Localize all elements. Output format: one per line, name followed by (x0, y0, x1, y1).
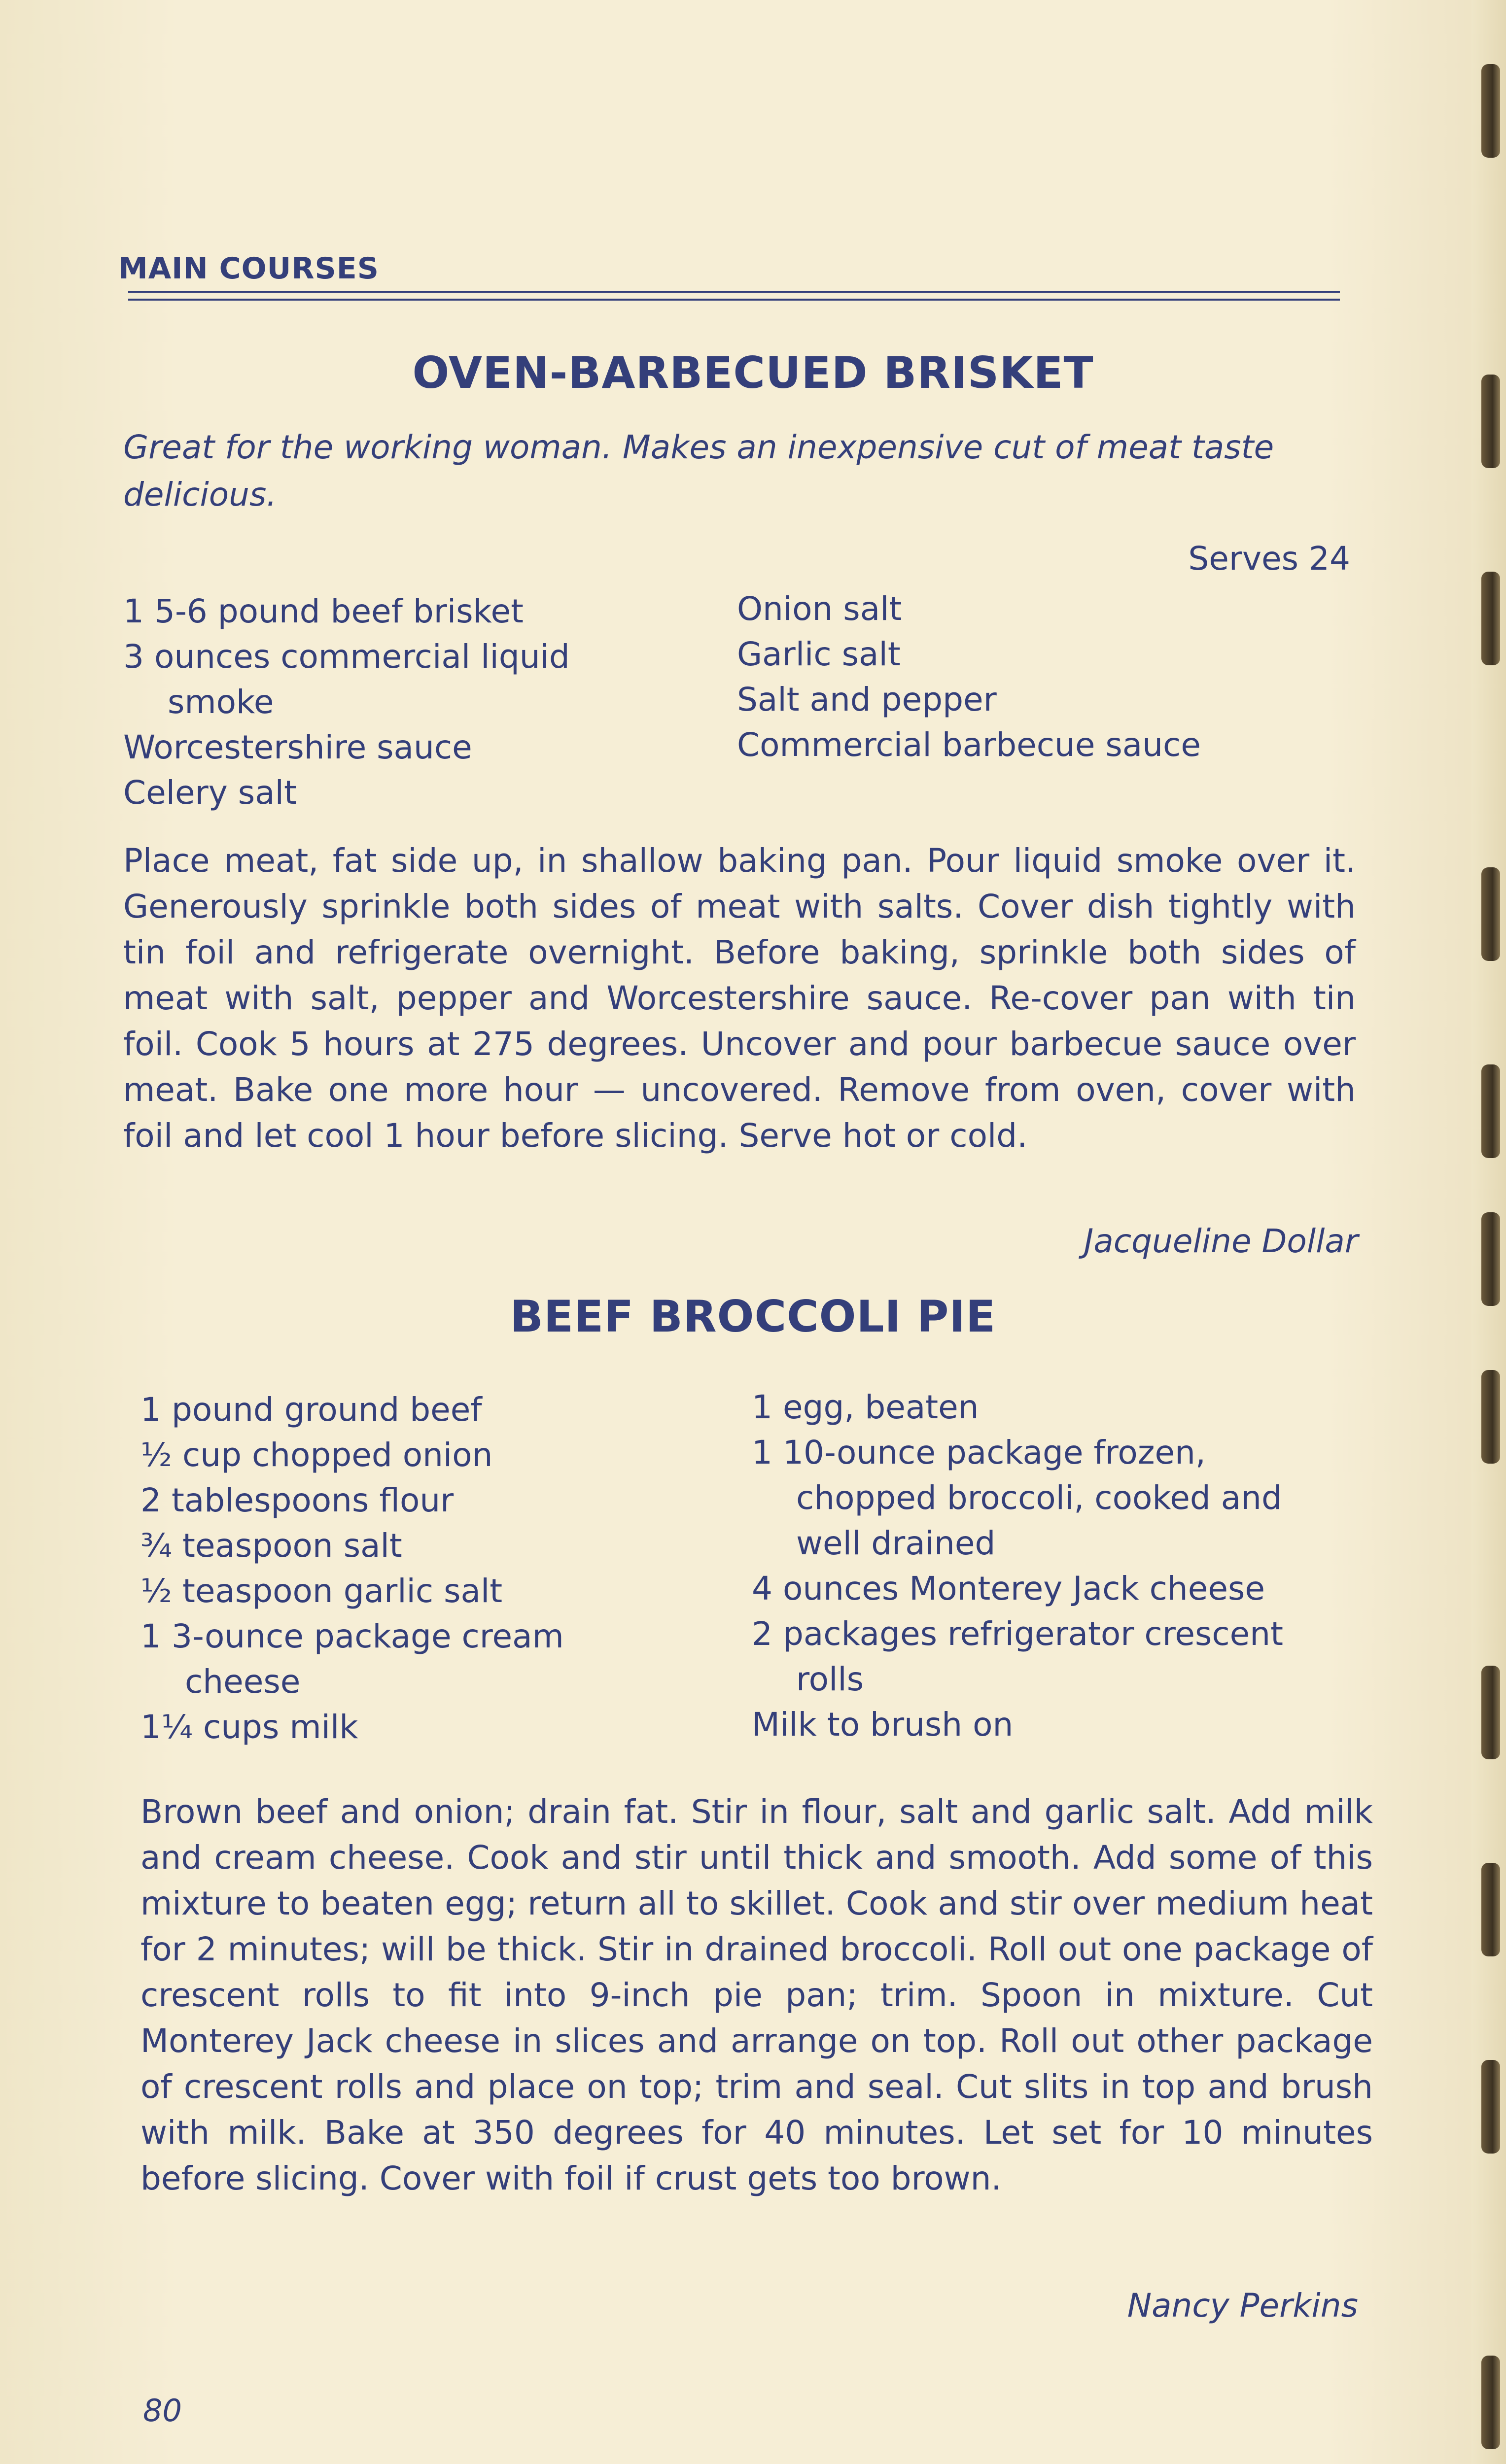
ingredient-list-right (737, 586, 1201, 768)
binding-ring (1481, 867, 1500, 961)
binding-ring (1481, 2060, 1500, 2154)
ingredient-item: Salt and pepper (737, 681, 997, 719)
ingredient-item: Onion salt (737, 590, 902, 628)
ingredient-item: Celery salt (123, 774, 297, 812)
binding-ring (1481, 64, 1500, 158)
ingredient-item: 1 egg, beaten (752, 1388, 979, 1426)
binding-ring (1481, 572, 1500, 665)
ingredient-item: 1 pound ground beef (140, 1391, 482, 1429)
recipe-title: OVEN-BARBECUED BRISKET (412, 347, 1094, 398)
ingredient-item: Milk to brush on (752, 1706, 1014, 1744)
ingredient-item: 1 3-ounce package cream (140, 1617, 564, 1655)
binding-ring (1481, 1863, 1500, 1956)
ingredient-list-right (752, 1385, 1283, 1747)
serving-count: Serves 24 (1188, 540, 1350, 578)
ingredient-item: 2 tablespoons flour (140, 1481, 454, 1519)
ingredient-item: chopped broccoli, cooked and (796, 1479, 1282, 1517)
ingredient-item: rolls (796, 1660, 864, 1698)
ingredient-item: cheese (185, 1663, 301, 1701)
ingredient-item: smoke (168, 683, 274, 721)
section-header: MAIN COURSES (118, 251, 379, 286)
ingredient-item: ½ teaspoon garlic salt (140, 1572, 503, 1610)
ingredient-item: well drained (796, 1524, 996, 1562)
ingredient-item: 1 5-6 pound beef brisket (123, 592, 524, 630)
page-number: 80 (143, 2393, 182, 2429)
ingredient-item: 1¼ cups milk (140, 1708, 358, 1746)
binding-ring (1481, 2356, 1500, 2449)
header-rule (128, 291, 1340, 293)
ingredient-item: ¾ teaspoon salt (140, 1527, 402, 1565)
recipe-author: Jacqueline Dollar (1084, 1222, 1358, 1260)
binding-ring (1481, 1370, 1500, 1464)
recipe-directions: Place meat, fat side up, in shallow baking pan. Pour liquid smoke over it. Generously sprinkle both sides of meat with salts. Cover dish tightly with tin foil and refrigerate overnight. Before baking, sprinkle both sides of meat with salt, pepper and Worcestershire sauce. Re-cover pan with tin foil. Cook 5 hours at 275 degrees. Uncover and pour barbecue sauce over meat. Bake one more hour — uncovered. Remove from oven, cover with foil and let cool 1 hour before slicing. Serve hot or cold. (123, 842, 1356, 1155)
recipe-directions: Brown beef and onion; drain fat. Stir in flour, salt and garlic salt. Add milk and cream cheese. Cook and stir until thick and smooth. Add some of this mixture to beaten egg; return all to skillet. Cook and stir over medium heat for 2 minutes; will be thick. Stir in drained broccoli. Roll out one package of crescent rolls to fit into 9-inch pie pan; trim. Spoon in mixture. Cut Monterey Jack cheese in slices and arrange on top. Roll out other package of crescent rolls and place on top; trim and seal. Cut slits in top and brush with milk. Bake at 350 degrees for 40 minutes. Let set for 10 minutes before slicing. Cover with foil if crust gets too brown. (140, 1793, 1373, 2197)
binding-ring (1481, 1666, 1500, 1759)
ingredient-item: Commercial barbecue sauce (737, 726, 1201, 764)
binding-ring (1481, 1064, 1500, 1158)
ingredient-item: 2 packages refrigerator crescent (752, 1615, 1283, 1653)
ingredient-item: 1 10-ounce package frozen, (752, 1434, 1206, 1472)
ingredient-list-left (123, 589, 570, 816)
recipe-title: BEEF BROCCOLI PIE (510, 1291, 996, 1342)
ingredient-item: ½ cup chopped onion (140, 1436, 493, 1474)
ingredient-item: Garlic salt (737, 635, 901, 673)
recipe-intro: Great for the working woman. Makes an inexpensive cut of meat taste delicious. (123, 428, 1274, 513)
ingredient-item: 3 ounces commercial liquid (123, 638, 570, 676)
ingredient-list-left (140, 1387, 564, 1750)
ingredient-item: Worcestershire sauce (123, 728, 472, 766)
recipe-author: Nancy Perkins (1127, 2287, 1358, 2325)
header-rule (128, 299, 1340, 301)
ingredient-item: 4 ounces Monterey Jack cheese (752, 1570, 1265, 1608)
